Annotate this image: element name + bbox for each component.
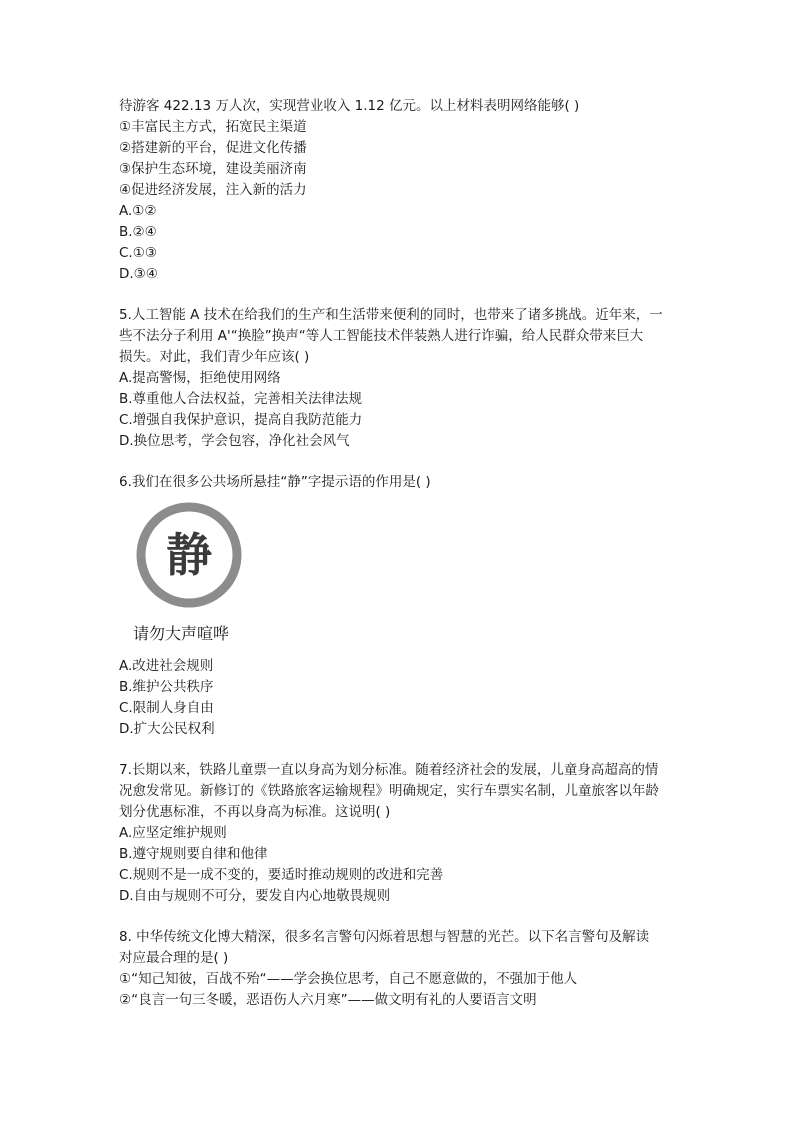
quiet-sign-figure [119,501,249,645]
question-text-line: 况愈发常见。新修订的《铁路旅客运输规程》明确规定，实行车票实名制，儿童旅客以年龄 [119,783,659,799]
option-d: D.扩大公民权利 [119,721,215,737]
option-c: C.限制人身自由 [119,700,214,716]
sign-character: 静 [166,528,212,582]
statement-item: ②搭建新的平台，促进文化传播 [119,140,307,156]
question-text-line: 对应最合理的是( ) [119,950,229,966]
option-d: D.换位思考，学会包容，净化社会风气 [119,433,350,449]
question-text-line: 划分优惠标准，不再以身高为标准。这说明( ) [119,804,391,820]
quiet-sign-circle-icon [135,501,243,609]
question-4-continued [119,96,679,285]
option-c: C.①③ [119,245,157,261]
question-text: 待游客 422.13 万人次，实现营业收入 1.12 亿元。以上材料表明网络能够( ) [119,98,580,114]
question-text: 6.我们在很多公共场所悬挂“静”字提示语的作用是( ) [119,474,431,490]
option-b: B.尊重他人合法权益，完善相关法律法规 [119,391,363,407]
question-text-line: 7.长期以来，铁路儿童票一直以身高为划分标准。随着经济社会的发展，儿童身高超高的情 [119,762,659,778]
statement-item: ①丰富民主方式，拓宽民主渠道 [119,119,307,135]
quiet-sign [135,501,243,609]
statement-item: ③保护生态环境，建设美丽济南 [119,161,307,177]
option-a: A.改进社会规则 [119,658,214,674]
option-d: D.自由与规则不可分，要发自内心地敬畏规则 [119,888,391,904]
option-a: A.①② [119,203,157,219]
question-text-line: 5.人工智能 A 技术在给我们的生产和生活带来便利的同时，也带来了诸多挑战。近年来，一 [119,307,663,323]
document-page [119,96,679,1011]
question-text-line: 8. 中华传统文化博大精深，很多名言警句闪烁着思想与智慧的光芒。以下名言警句及解读 [119,929,650,945]
option-b: B.维护公共秩序 [119,679,214,695]
statement-item: ④促进经济发展，注入新的活力 [119,182,307,198]
question-6 [119,472,679,740]
option-a: A.应坚定维护规则 [119,825,227,841]
sign-caption: 请勿大声喧哗 [133,624,230,643]
question-5 [119,305,679,452]
question-7 [119,760,679,907]
option-c: C.增强自我保护意识，提高自我防范能力 [119,412,363,428]
option-b: B.②④ [119,224,157,240]
option-d: D.③④ [119,266,158,282]
statement-item: ②“良言一句三冬暖，恶语伤人六月寒”——做文明有礼的人要语言文明 [119,992,537,1008]
option-b: B.遵守规则要自律和他律 [119,846,268,862]
option-a: A.提高警惕，拒绝使用网络 [119,370,281,386]
question-text-line: 损失。对此，我们青少年应该( ) [119,349,310,365]
question-8 [119,927,679,1011]
statement-item: ①“知己知彼，百战不殆“——学会换位思考，自己不愿意做的，不强加于他人 [119,971,578,987]
question-text-line: 些不法分子利用 A'“换脸”换声“等人工智能技术伴装熟人进行诈骗，给人民群众带来巨大 [119,328,644,344]
option-c: C.规则不是一成不变的，要适时推动规则的改进和完善 [119,867,444,883]
